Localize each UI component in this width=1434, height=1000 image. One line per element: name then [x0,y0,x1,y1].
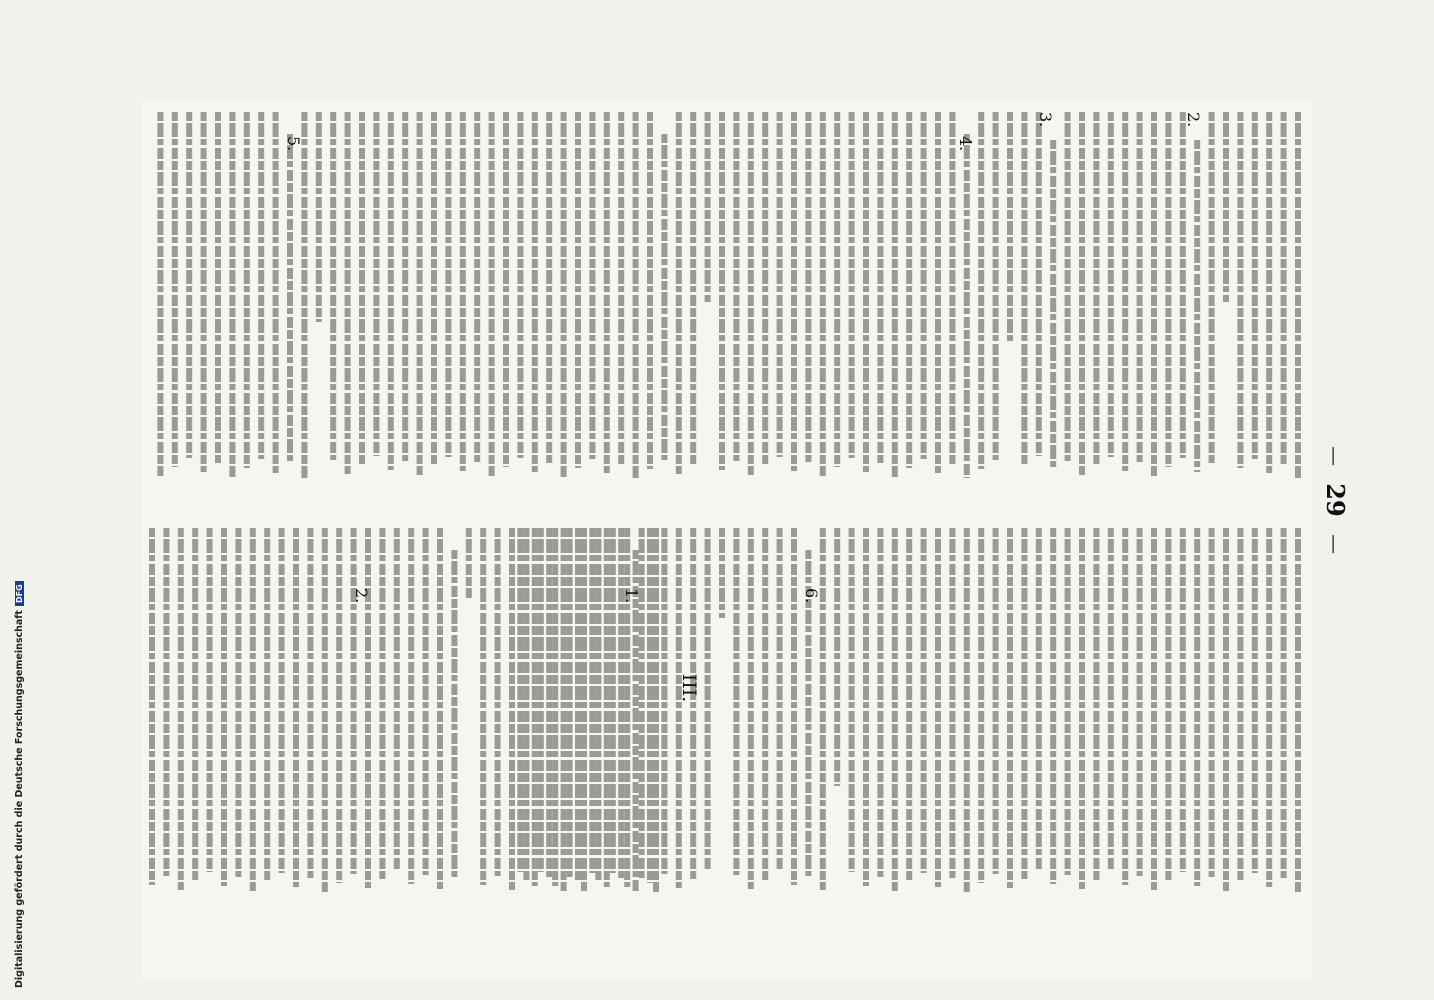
header-dash-right: — [1323,534,1347,554]
item-number: 6. [802,588,821,604]
section-heading-text: III. [678,673,700,703]
item-number: 3. [1036,112,1055,128]
section-heading [678,674,700,703]
item-marker-5 [284,136,303,151]
item-number: 2. [352,588,371,604]
item-number: 1. [622,588,641,604]
page-header [1321,446,1350,554]
item-number: 2. [1184,112,1203,128]
item-marker-3 [1036,112,1055,127]
digitization-credit [14,581,25,988]
dfg-logo: DFG [15,581,24,606]
item-number: 4. [956,136,975,152]
page-number: 29 [1321,483,1350,517]
credit-text: Digitalisierung gefördert durch die Deutsche Forschungsgemeinschaft [14,610,25,988]
item-marker-4 [956,136,975,151]
header-dash-left: — [1323,446,1347,466]
item-marker-2 [1184,112,1203,127]
item-marker-1 [622,588,641,603]
item-marker-2b [352,588,371,603]
item-marker-6 [802,588,821,603]
item-number: 5. [284,136,303,152]
